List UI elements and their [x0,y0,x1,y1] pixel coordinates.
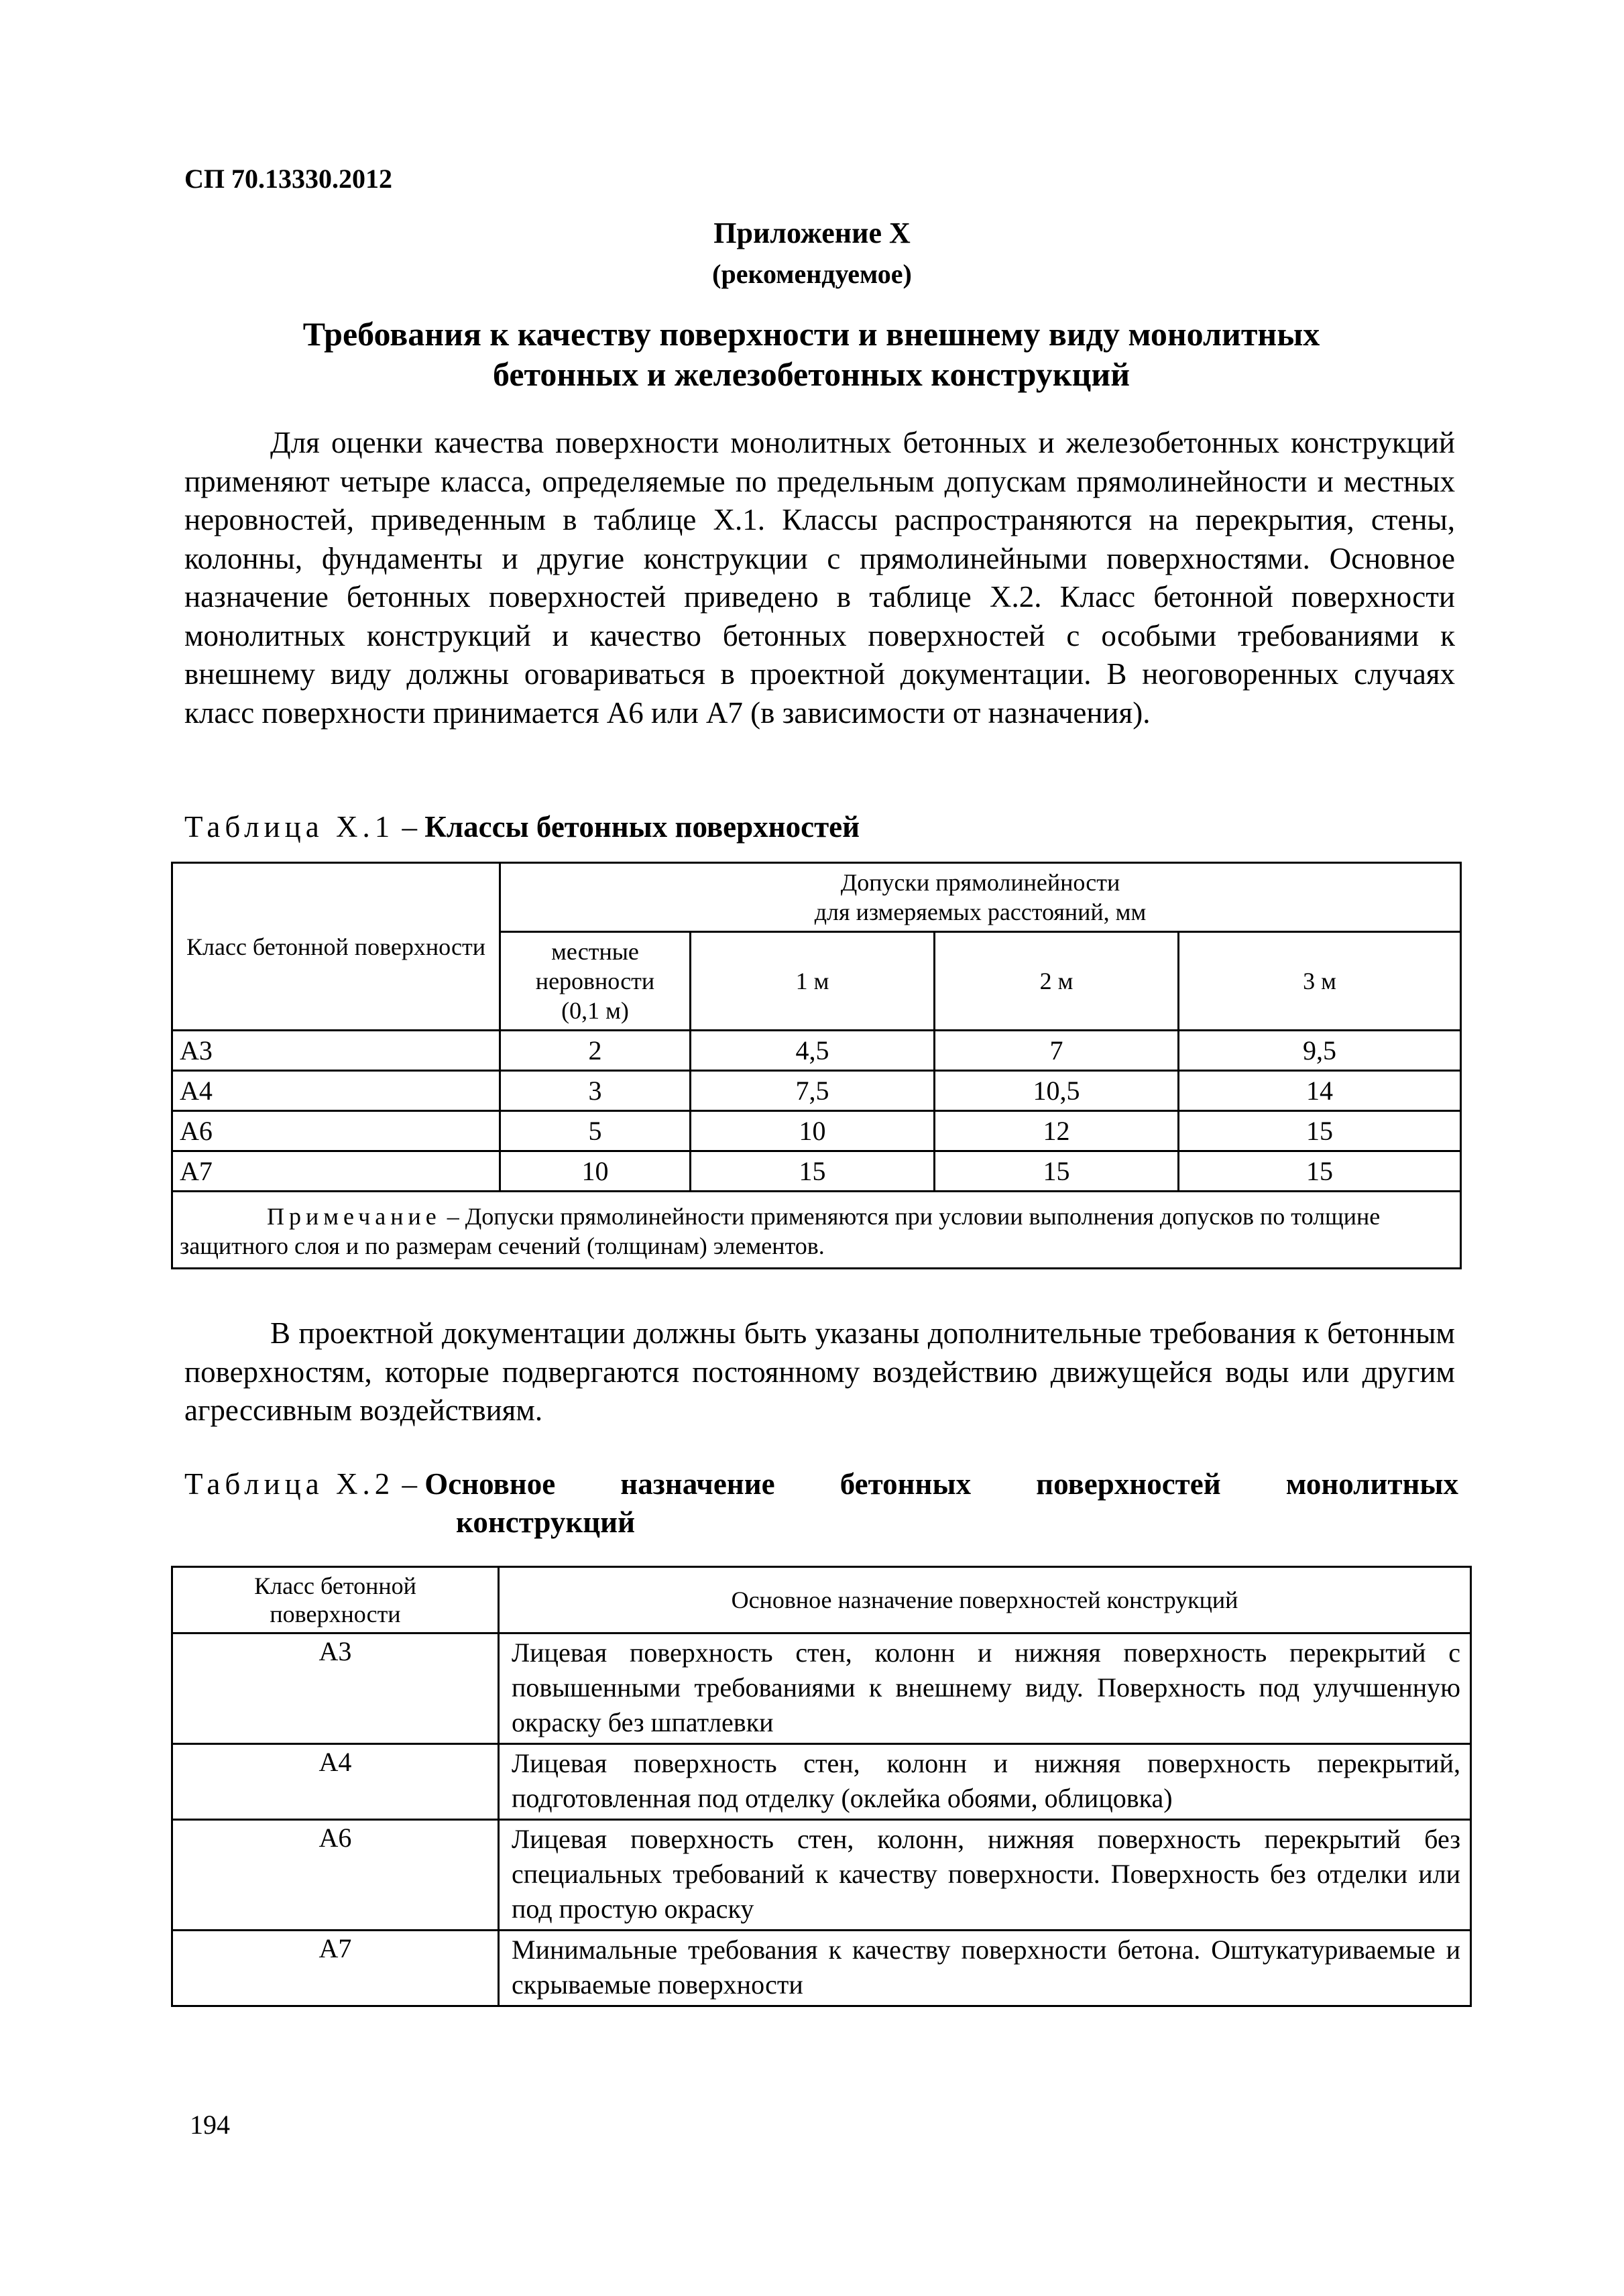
table2-caption-word: Основное [424,1467,556,1501]
table1-caption-title: Классы бетонных поверхностей [424,810,860,844]
table1-value-cell: 10,5 [935,1071,1179,1111]
table1-class-cell: А4 [172,1071,500,1111]
table1-value-cell: 9,5 [1179,1031,1461,1071]
table1-value-cell: 2 [500,1031,691,1071]
table1-class-cell: А6 [172,1111,500,1151]
table1-value-cell: 7,5 [691,1071,935,1111]
table1-note-label: Примечание [267,1203,441,1230]
table2-purpose-cell: Лицевая поверхность стен, колонн и нижняя поверхность перекрытий, подготовленная под отделку (оклейка обоями, облицовка) [499,1744,1471,1820]
table1-value-cell: 12 [935,1111,1179,1151]
table-row [172,1931,1471,2006]
table1-value-cell: 15 [691,1151,935,1192]
table1-subheader-2m: 2 м [935,932,1179,1031]
table1-value-cell: 14 [1179,1071,1461,1111]
table1-class-cell: А7 [172,1151,500,1192]
table1-header-group-line-2: для измеряемых расстояний, мм [814,899,1147,925]
table2-purpose-cell: Лицевая поверхность стен, колонн и нижняя поверхность перекрытий с повышенными требованиями к внешнему виду. Поверхность под улучшенную окраску без шпатлевки [499,1633,1471,1744]
table2-class-cell: А3 [172,1633,499,1744]
table2-header-class-line-1: Класс бетонной [254,1572,416,1599]
table1-caption-dash: – [394,810,425,844]
table1-note-text: – Допуски прямолинейности применяются при условии выполнения допусков по толщине защитного слоя и по размерам сечений (толщинам) элементов. [180,1203,1381,1259]
table2-caption-line-2: конструкций [456,1505,636,1539]
table1-header-group-line-1: Допуски прямолинейности [840,869,1120,896]
table2-purpose-cell: Минимальные требования к качеству поверхности бетона. Оштукатуриваемые и скрываемые поверхности [499,1931,1471,2006]
table2-caption-dash: – [394,1467,425,1501]
table-row [172,1071,1461,1111]
table-row [172,1111,1461,1151]
table2-header-row [172,1567,1471,1633]
table2-caption [184,1465,1458,1542]
annex-heading [201,314,1422,394]
table2-class-cell: А6 [172,1820,499,1931]
table1-note-row [172,1192,1461,1269]
table-row [172,1633,1471,1744]
table-row [172,1151,1461,1192]
table1-header-class-text: Класс бетонной поверхности [186,933,485,960]
surface-classes-table [171,862,1462,1269]
table1-caption-label: Таблица Х.1 [184,810,395,844]
table2-caption-prefix [184,1465,555,1503]
table1-value-cell: 5 [500,1111,691,1151]
page-number: 194 [190,2110,230,2140]
table1-header-class [172,863,500,1031]
table1-value-cell: 7 [935,1031,1179,1071]
table2-caption-word: поверхностей [1036,1467,1221,1501]
table-row [172,1744,1471,1820]
table2-caption-label: Таблица Х.2 [184,1467,395,1501]
table1-value-cell: 15 [1179,1151,1461,1192]
table1-value-cell: 10 [691,1111,935,1151]
table1-subheader-3m: 3 м [1179,932,1461,1031]
table2-caption-word: монолитных [1285,1467,1458,1501]
table2-header-purpose: Основное назначение поверхностей конструкций [499,1567,1471,1633]
document-code: СП 70.13330.2012 [184,164,392,194]
table2-caption-word: назначение [620,1467,775,1501]
annex-heading-line-1: Требования к качеству поверхности и внешнему виду монолитных [302,315,1320,353]
table1-subheader-local-line-3: (0,1 м) [561,997,629,1024]
table1-class-cell: А3 [172,1031,500,1071]
table1-value-cell: 15 [1179,1111,1461,1151]
table1-subheader-local-line-1: местные [551,938,639,965]
table1-subheader-local-line-2: неровности [535,968,655,994]
table2-class-cell: А4 [172,1744,499,1820]
table-row [172,1031,1461,1071]
annex-heading-line-2: бетонных и железобетонных конструкций [492,355,1130,393]
table1-value-cell: 4,5 [691,1031,935,1071]
annex-subtitle: (рекомендуемое) [712,259,912,289]
table2-purpose-cell: Лицевая поверхность стен, колонн, нижняя поверхность перекрытий без специальных требований к качеству поверхности. Поверхность без отделки или под простую окраску [499,1820,1471,1931]
table2-caption-line-1 [184,1465,1458,1503]
table2-caption-word: бетонных [839,1467,972,1501]
table1-value-cell: 15 [935,1151,1179,1192]
table2-class-cell: А7 [172,1931,499,2006]
table2-header-class-line-2: поверхности [270,1601,401,1627]
annex-title: Приложение Х [713,217,911,249]
table1-value-cell: 3 [500,1071,691,1111]
table1-note [172,1192,1461,1269]
table-row [172,1820,1471,1931]
table1-caption [184,808,860,846]
table2-header-class [172,1567,499,1633]
table1-value-cell: 10 [500,1151,691,1192]
table1-header-group [500,863,1461,932]
intro-paragraph: Для оценки качества поверхности монолитных бетонных и железобетонных конструкций применяют четыре класса, определяемые по предельным допускам прямолинейности и местных неровностей, приведенным в таблице Х.1. Классы распространяются на перекрытия, стены, колонны, фундаменты и другие конструкции с прямолинейными поверхностями. Основное назначение бетонных поверхностей приведено в таблице Х.2. Класс бетонной поверхности монолитных конструкций и качество бетонных поверхностей с особыми требованиями к внешнему виду должны оговариваться в проектной документации. В неоговоренных случаях класс поверхности принимается А6 или А7 (в зависимости от назначения). [184,426,1455,730]
table1-subheader-1m: 1 м [691,932,935,1031]
table1-subheader-local [500,932,691,1031]
requirements-paragraph: В проектной документации должны быть указаны дополнительные требования к бетонным поверхностям, которые подвергаются постоянному воздействию движущейся воды или другим агрессивным воздействиям. [184,1316,1455,1427]
table1-header-row [172,863,1461,932]
surface-purpose-table [171,1566,1472,2007]
